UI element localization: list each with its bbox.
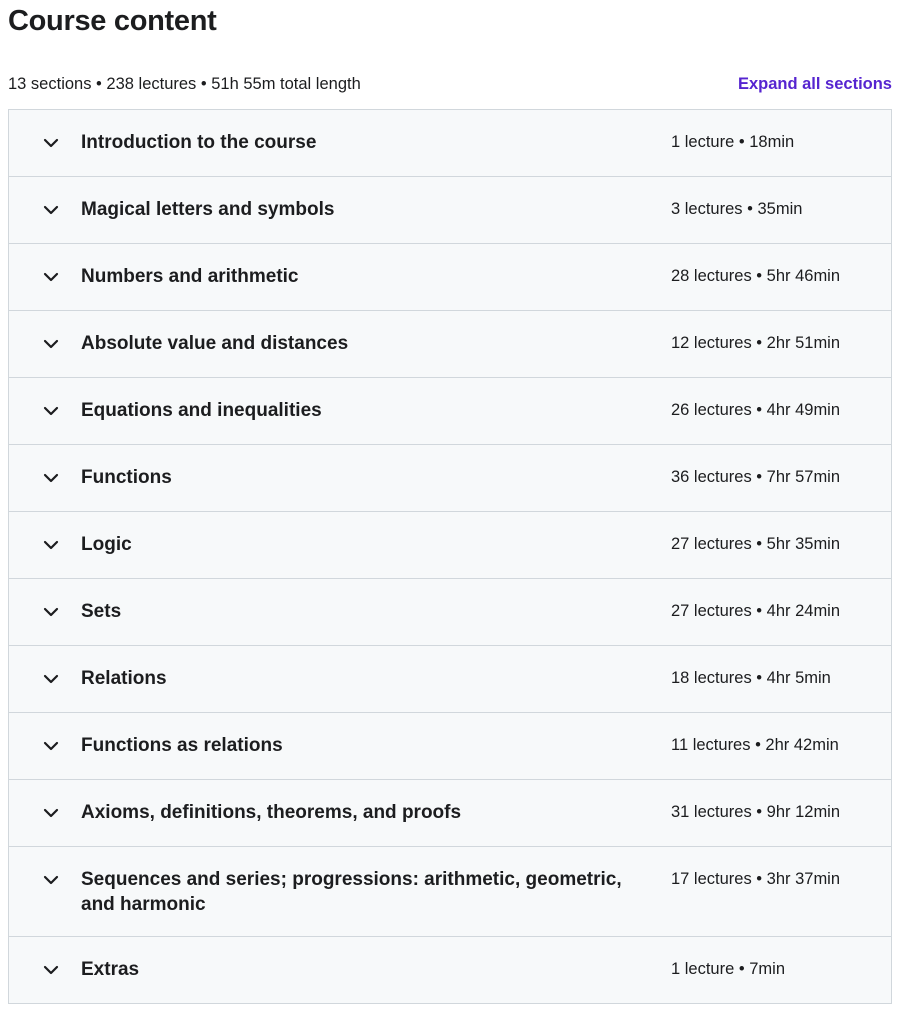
section-item[interactable] [9,847,891,937]
section-meta: 17 lectures • 3hr 37min [671,870,841,888]
section-title: Extras [81,959,140,980]
chevron-down-icon [43,465,63,491]
section-title: Logic [81,534,132,555]
section-item[interactable] [9,378,891,445]
chevron-down-icon [43,666,63,692]
section-item[interactable] [9,177,891,244]
section-item[interactable] [9,445,891,512]
section-title: Functions [81,467,172,488]
section-title: Introduction to the course [81,132,317,153]
chevron-down-icon [43,398,63,424]
section-title: Absolute value and distances [81,333,349,354]
section-meta: 3 lectures • 35min [671,200,803,218]
section-title: Magical letters and symbols [81,199,335,220]
section-title: Functions as relations [81,735,283,756]
section-meta: 28 lectures • 5hr 46min [671,267,841,285]
sections-accordion [8,109,892,1004]
section-meta: 31 lectures • 9hr 12min [671,803,841,821]
section-item[interactable] [9,311,891,378]
section-title: Numbers and arithmetic [81,266,299,287]
section-meta: 11 lectures • 2hr 42min [671,736,839,754]
section-item[interactable] [9,579,891,646]
section-item[interactable] [9,244,891,311]
section-meta: 12 lectures • 2hr 51min [671,334,841,352]
section-meta: 1 lecture • 7min [671,960,785,978]
section-item[interactable] [9,646,891,713]
chevron-down-icon [43,197,63,223]
chevron-down-icon [43,130,63,156]
section-item[interactable] [9,512,891,579]
section-meta: 26 lectures • 4hr 49min [671,401,841,419]
section-item[interactable] [9,937,891,1004]
section-meta: 18 lectures • 4hr 5min [671,669,831,687]
course-summary: 13 sections • 238 lectures • 51h 55m total length [8,74,361,93]
section-title: Axioms, definitions, theorems, and proofs [81,802,462,823]
page-title: Course content [8,5,217,37]
chevron-down-icon [43,331,63,357]
section-item[interactable] [9,110,891,177]
chevron-down-icon [43,800,63,826]
expand-all-sections-button[interactable]: Expand all sections [737,74,892,93]
chevron-down-icon [43,599,63,625]
chevron-down-icon [43,532,63,558]
section-meta: 1 lecture • 18min [671,133,795,151]
section-meta: 36 lectures • 7hr 57min [671,468,841,486]
section-title: Sequences and series; progressions: arithmetic, geometric, and harmonic [81,869,622,915]
section-item[interactable] [9,780,891,847]
section-meta: 27 lectures • 4hr 24min [671,602,841,620]
section-title: Equations and inequalities [81,400,322,421]
section-item[interactable] [9,713,891,780]
chevron-down-icon [43,957,63,983]
chevron-down-icon [43,867,63,893]
section-meta: 27 lectures • 5hr 35min [671,535,841,553]
section-title: Relations [81,668,167,689]
section-title: Sets [81,601,122,622]
chevron-down-icon [43,733,63,759]
chevron-down-icon [43,264,63,290]
course-summary-row [8,72,892,96]
